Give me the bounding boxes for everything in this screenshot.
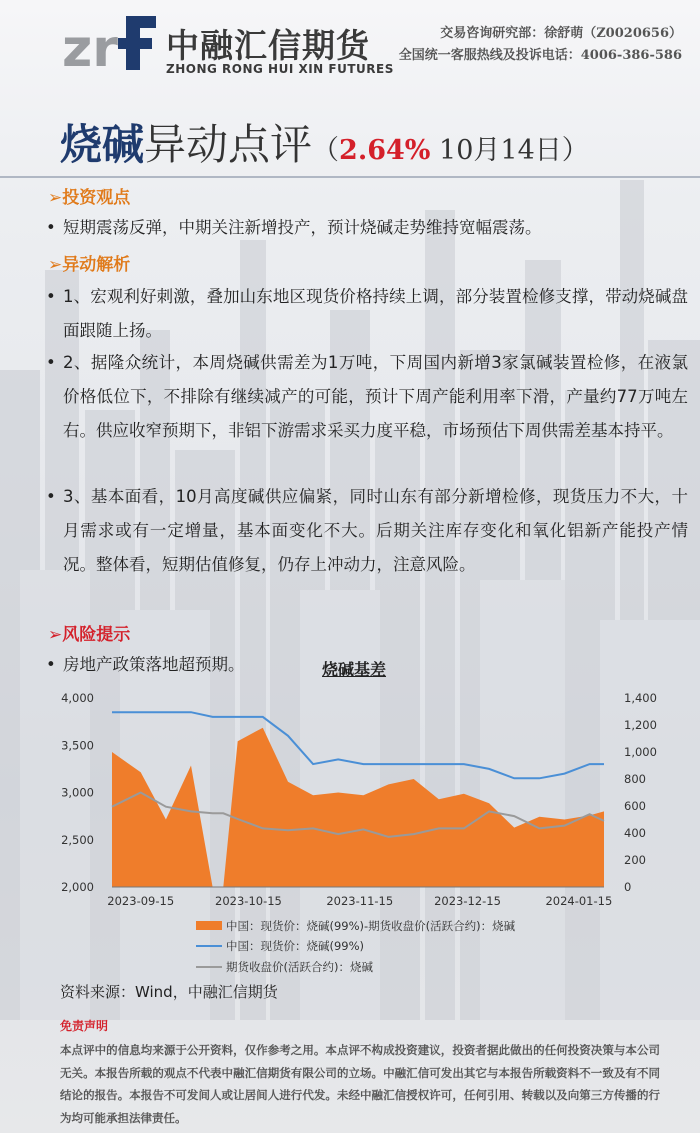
y-left-tick-label: 2,500: [61, 832, 94, 847]
x-tick-label: 2024-01-15: [545, 894, 613, 908]
y-left-tick-label: 3,500: [61, 738, 94, 753]
analyst-contact: 交易咨询研究部：徐舒萌（Z0020656）: [440, 26, 682, 41]
x-tick-label: 2023-09-15: [107, 894, 175, 908]
disclaimer-text: 本点评中的信息均来源于公开资料，仅作参考之用。本点评不构成投资建议，投资者据此做出的任何投资决策与本公司无关。本报告所载的观点不代表中融汇信期货有限公司的立场。中融汇信可发出其它与本报告所载资料不一致及有不同结论的报告。本报告不可发间人或让居间人进行代发。未经中融汇信授权许可，任何引用、转载以及向第三方传播的行为均可能承担法律责任。: [60, 1043, 660, 1125]
legend-label-basis: 中国：现货价：烧碱(99%)-期货收盘价(活跃合约)：烧碱: [226, 919, 516, 933]
arrow-icon: ➢: [48, 188, 63, 208]
basis-area: [112, 728, 604, 887]
y-left-tick-label: 2,000: [61, 880, 94, 894]
title-suffix: 异动点评: [144, 120, 313, 169]
data-source: 资料来源：Wind，中融汇信期货: [60, 983, 278, 1001]
y-left-tick-label: 3,000: [61, 785, 94, 800]
section-risk: ➢风险提示: [48, 625, 131, 645]
y-right-tick-label: 0: [624, 880, 632, 894]
y-left-tick-label: 4,000: [61, 691, 94, 705]
brand-name-cn: 中融汇信期货: [166, 26, 370, 65]
risk-paragraph: • 房地产政策落地超预期。: [46, 655, 245, 674]
chart-title: 烧碱基差: [322, 660, 387, 679]
spot-price-line: [112, 712, 604, 778]
analysis-paragraph-1: • 1、宏观利好刺激，叠加山东地区现货价格持续上调，部分装置检修支撑，带动烧碱盘面跟随上扬。: [46, 287, 688, 340]
x-tick-label: 2023-11-15: [326, 894, 394, 908]
y-right-tick-label: 1,000: [624, 745, 657, 759]
section-investment-view: ➢投资观点: [48, 188, 131, 208]
brand-name-en: ZHONG RONG HUI XIN FUTURES: [166, 62, 394, 76]
title-product: 烧碱: [60, 120, 145, 169]
y-right-tick-label: 200: [624, 853, 646, 867]
analysis-paragraph-2: • 2、据隆众统计，本周烧碱供需差为1万吨，下周国内新增3家氯碱装置检修，在液氯价格低位下，不排除有继续减产的可能，预计下周产能利用率下滑，产量约77万吨左右。供应收窄预期下，非铝下游需求采买力度平稳，市场预估下周供需差基本持平。: [46, 353, 688, 440]
section-analysis: ➢异动解析: [48, 255, 131, 275]
y-right-tick-label: 800: [624, 772, 646, 786]
svg-text:zr: zr: [62, 19, 118, 74]
x-tick-label: 2023-12-15: [434, 894, 501, 908]
analysis-paragraph-3: • 3、基本面看，10月高度碱供应偏紧，同时山东有部分新增检修，现货压力不大，十月需求或有一定增量，基本面变化不大。后期关注库存变化和氧化铝新产能投产情况。整体看，短期估值修复，仍存上冲动力，注意风险。: [46, 487, 688, 574]
page-title: 烧碱异动点评（2.64% 10月14日）: [60, 120, 589, 169]
y-right-tick-label: 600: [624, 799, 646, 813]
arrow-icon: ➢: [48, 625, 63, 645]
legend-swatch-basis: [196, 921, 222, 930]
legend-label-futures: 期货收盘价(活跃合约)：烧碱: [226, 960, 373, 974]
arrow-icon: ➢: [48, 255, 63, 275]
y-right-tick-label: 400: [624, 826, 646, 840]
company-logo: [62, 12, 158, 74]
basis-chart: [56, 682, 676, 982]
title-divider: [0, 176, 700, 178]
hotline-contact: 全国统一客服热线及投诉电话：4006-386-586: [398, 48, 682, 63]
y-right-tick-label: 1,400: [624, 691, 657, 705]
title-change: 2.64%: [339, 135, 431, 166]
y-right-tick-label: 1,200: [624, 718, 657, 732]
x-tick-label: 2023-10-15: [215, 894, 282, 908]
view-paragraph: • 短期震荡反弹，中期关注新增投产，预计烧碱走势维持宽幅震荡。: [46, 218, 542, 237]
legend-label-spot: 中国：现货价：烧碱(99%): [226, 939, 365, 953]
disclaimer-title: 免责声明: [60, 1019, 109, 1033]
title-date: 10月14日: [439, 135, 562, 166]
